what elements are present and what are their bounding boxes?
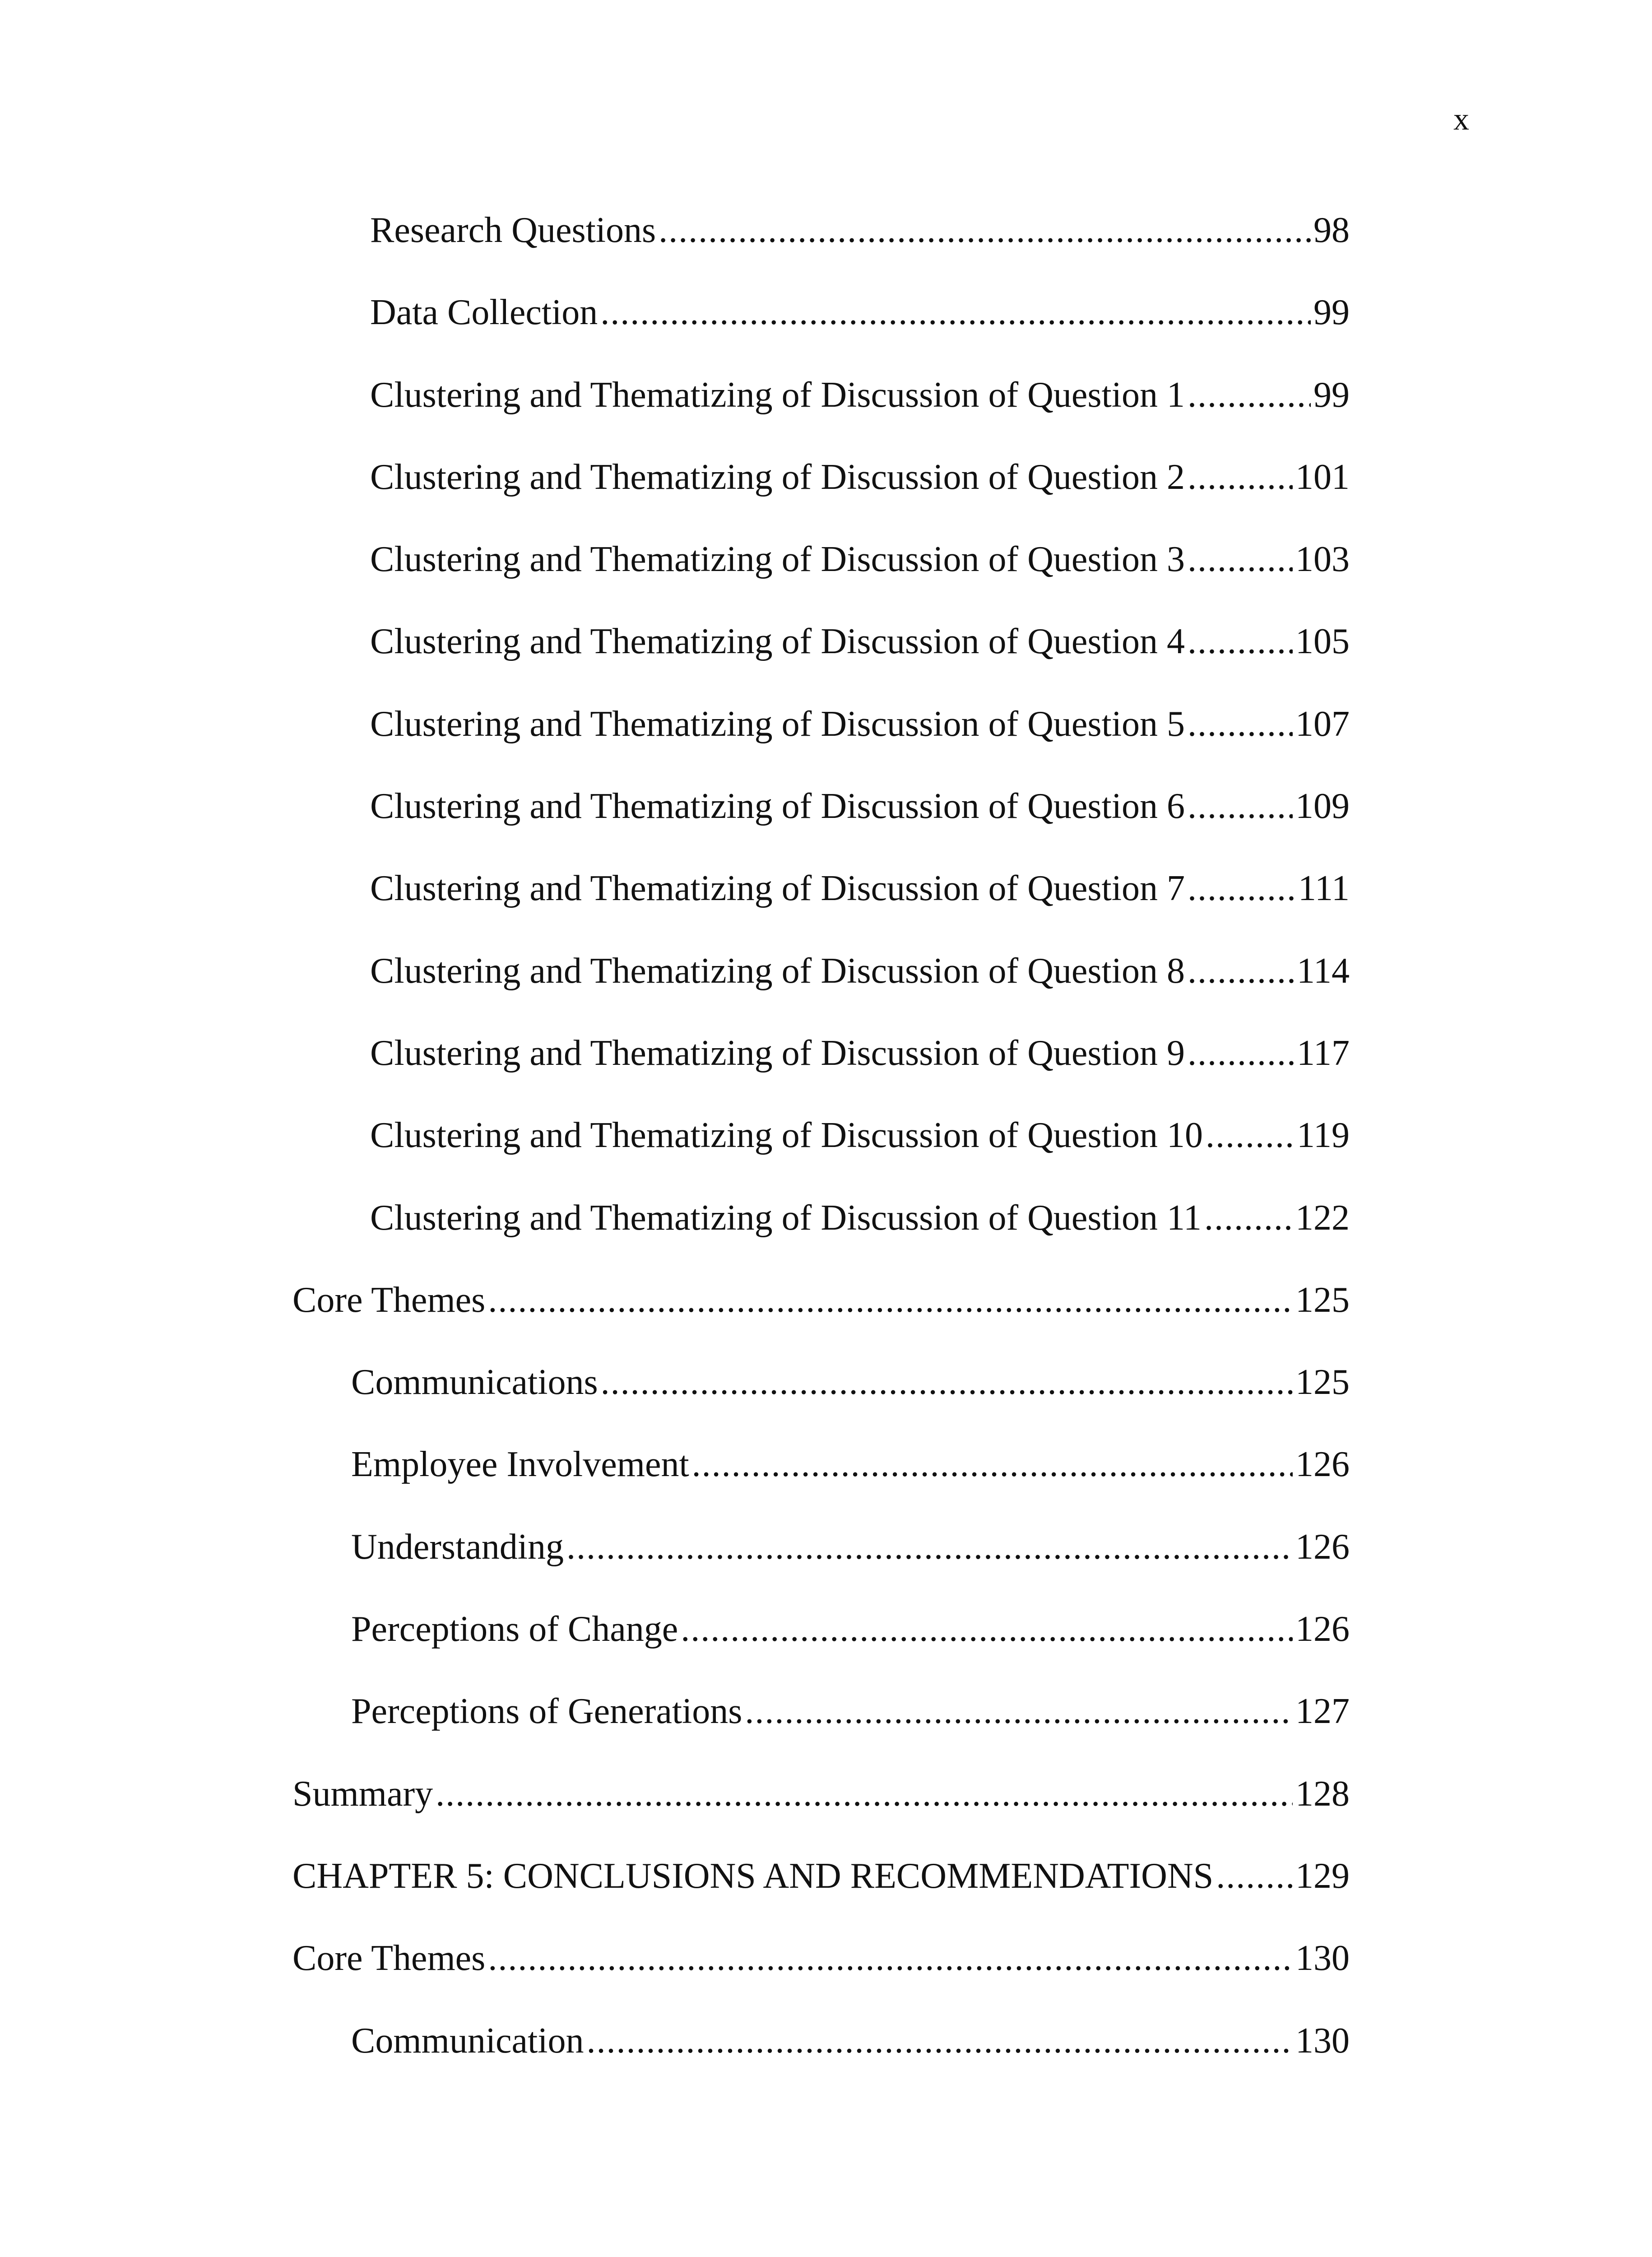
toc-entry-page: 101 xyxy=(1295,457,1350,497)
toc-entry-page: 122 xyxy=(1295,1198,1350,1238)
toc-entry-label: Clustering and Thematizing of Discussion of Question 6 xyxy=(370,786,1185,827)
toc-entry[interactable] xyxy=(0,1776,1350,1858)
toc-entry-page: 117 xyxy=(1296,1033,1350,1073)
toc-entry-page: 126 xyxy=(1295,1444,1350,1485)
toc-entry[interactable] xyxy=(0,294,1350,376)
toc-entry[interactable] xyxy=(0,1117,1350,1199)
toc-entry-label: Clustering and Thematizing of Discussion of Question 4 xyxy=(370,622,1185,662)
toc-entry-page: 111 xyxy=(1298,868,1350,909)
toc-entry-label: Clustering and Thematizing of Discussion of Question 1 xyxy=(370,375,1185,415)
toc-entry-label: Clustering and Thematizing of Discussion of Question 10 xyxy=(370,1115,1203,1156)
toc-entry-label: Clustering and Thematizing of Discussion of Question 7 xyxy=(370,868,1185,909)
toc-entry-label: Employee Involvement xyxy=(351,1444,689,1485)
toc-entry[interactable] xyxy=(0,1035,1350,1117)
toc-entry-label: Core Themes xyxy=(292,1938,486,1978)
toc-entry-label: Understanding xyxy=(351,1527,564,1567)
toc-dot-leader xyxy=(1188,1035,1294,1071)
toc-dot-leader xyxy=(692,1446,1293,1482)
toc-dot-leader xyxy=(1188,377,1311,413)
toc-dot-leader xyxy=(659,212,1311,248)
toc-entry-page: 130 xyxy=(1295,2020,1350,2061)
toc-entry-label: Core Themes xyxy=(292,1280,486,1320)
toc-entry-page: 99 xyxy=(1313,375,1350,415)
toc-entry[interactable] xyxy=(0,788,1350,870)
toc-entry-label: Clustering and Thematizing of Discussion of Question 5 xyxy=(370,704,1185,744)
toc-entry-page: 99 xyxy=(1313,293,1350,333)
toc-entry[interactable] xyxy=(0,212,1350,294)
toc-entry-label: Perceptions of Change xyxy=(351,1609,678,1649)
toc-dot-leader xyxy=(488,1940,1293,1976)
toc-dot-leader xyxy=(601,1364,1293,1400)
toc-entry-label: Data Collection xyxy=(370,293,598,333)
toc-dot-leader xyxy=(1188,623,1293,659)
toc-dot-leader xyxy=(566,1529,1293,1565)
toc-entry-label: Communication xyxy=(351,2020,584,2061)
toc-entry[interactable] xyxy=(0,1611,1350,1693)
toc-entry[interactable] xyxy=(0,459,1350,541)
toc-entry-label: Summary xyxy=(292,1774,433,1814)
toc-entry-page: 109 xyxy=(1295,786,1350,827)
toc-entry[interactable] xyxy=(0,1200,1350,1282)
toc-entry-page: 127 xyxy=(1295,1691,1350,1732)
toc-dot-leader xyxy=(1188,541,1293,577)
toc-entry-page: 107 xyxy=(1295,704,1350,744)
toc-entry[interactable] xyxy=(0,706,1350,788)
toc-entry-page: 125 xyxy=(1295,1362,1350,1402)
toc-dot-leader xyxy=(1188,870,1295,906)
toc-entry[interactable] xyxy=(0,1529,1350,1611)
toc-dot-leader xyxy=(587,2023,1293,2059)
toc-dot-leader xyxy=(1206,1117,1294,1153)
toc-dot-leader xyxy=(488,1282,1293,1318)
toc-entry-page: 114 xyxy=(1296,951,1350,991)
toc-dot-leader xyxy=(1188,953,1294,989)
toc-dot-leader xyxy=(1204,1200,1293,1236)
toc-entry-page: 105 xyxy=(1295,622,1350,662)
toc-entry-page: 126 xyxy=(1295,1609,1350,1649)
toc-entry-label: Research Questions xyxy=(370,210,656,250)
toc-entry[interactable] xyxy=(0,1446,1350,1528)
toc-dot-leader xyxy=(1216,1858,1293,1894)
toc-dot-leader xyxy=(1188,706,1293,742)
toc-dot-leader xyxy=(600,294,1311,330)
toc-entry-label: CHAPTER 5: CONCLUSIONS AND RECOMMENDATIONS xyxy=(292,1856,1214,1896)
toc-entry-page: 103 xyxy=(1295,539,1350,580)
toc-entry-page: 130 xyxy=(1295,1938,1350,1978)
toc-entry-page: 98 xyxy=(1313,210,1350,250)
toc-entry-page: 129 xyxy=(1295,1856,1350,1896)
toc-entry-label: Clustering and Thematizing of Discussion of Question 2 xyxy=(370,457,1185,497)
toc-dot-leader xyxy=(681,1611,1293,1647)
toc-dot-leader xyxy=(1188,788,1293,824)
toc-entry[interactable] xyxy=(0,1858,1350,1940)
toc-entry-label: Clustering and Thematizing of Discussion of Question 11 xyxy=(370,1198,1202,1238)
toc-entry[interactable] xyxy=(0,1693,1350,1775)
toc-dot-leader xyxy=(1188,459,1293,495)
toc-entry[interactable] xyxy=(0,623,1350,706)
toc-entry-label: Perceptions of Generations xyxy=(351,1691,742,1732)
toc-dot-leader xyxy=(745,1693,1293,1729)
toc-entry[interactable] xyxy=(0,377,1350,459)
toc-entry-page: 119 xyxy=(1296,1115,1350,1156)
toc-entry[interactable] xyxy=(0,953,1350,1035)
table-of-contents xyxy=(0,212,1652,2105)
toc-entry[interactable] xyxy=(0,1940,1350,2022)
toc-entry[interactable] xyxy=(0,541,1350,623)
toc-entry[interactable] xyxy=(0,870,1350,952)
toc-entry-page: 128 xyxy=(1295,1774,1350,1814)
toc-entry-label: Clustering and Thematizing of Discussion of Question 3 xyxy=(370,539,1185,580)
toc-entry-page: 125 xyxy=(1295,1280,1350,1320)
toc-entry-label: Clustering and Thematizing of Discussion of Question 9 xyxy=(370,1033,1185,1073)
toc-entry-page: 126 xyxy=(1295,1527,1350,1567)
toc-entry[interactable] xyxy=(0,2020,1350,2105)
toc-entry-label: Communications xyxy=(351,1362,598,1402)
toc-dot-leader xyxy=(436,1776,1293,1812)
page-number: x xyxy=(1453,102,1469,137)
toc-entry[interactable] xyxy=(0,1282,1350,1364)
toc-entry[interactable] xyxy=(0,1364,1350,1446)
toc-entry-label: Clustering and Thematizing of Discussion of Question 8 xyxy=(370,951,1185,991)
